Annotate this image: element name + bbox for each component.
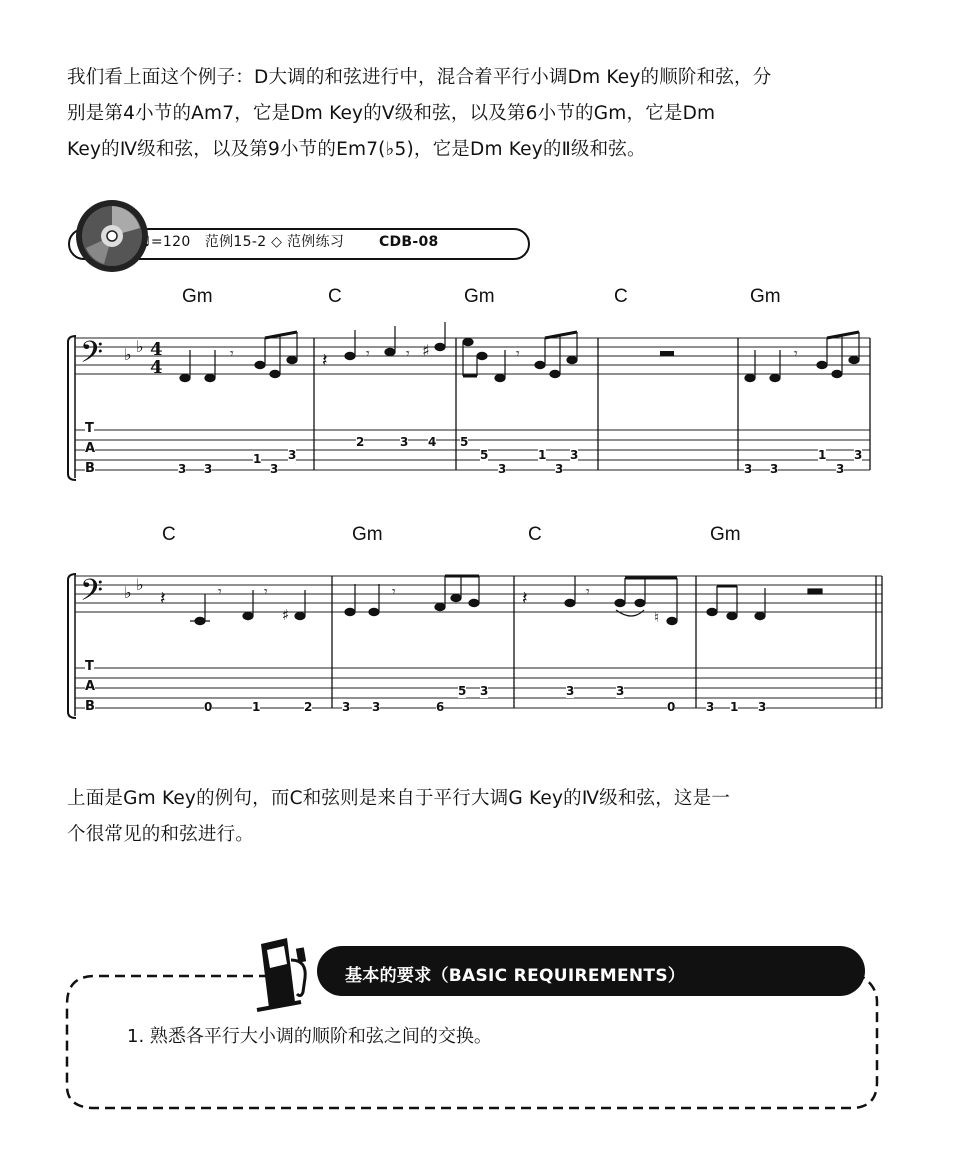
svg-text:♭: ♭ (136, 575, 144, 594)
chord-label: Gm (352, 524, 383, 545)
chord-label: C (614, 286, 628, 307)
svg-text:𝄾: 𝄾 (230, 346, 234, 362)
svg-text:𝄾: 𝄾 (392, 584, 396, 600)
svg-text:♭: ♭ (124, 345, 132, 364)
svg-text:𝄾: 𝄾 (586, 584, 590, 600)
tab-number: 3 (836, 462, 845, 476)
tab-number: 0 (667, 700, 676, 714)
svg-text:𝄢: 𝄢 (80, 336, 104, 377)
outro-line-1: 上面是Gm Key的例句，而C和弦则是来自于平行大调G Key的Ⅳ级和弦，这是一 (67, 788, 731, 809)
svg-text:𝄾: 𝄾 (406, 346, 410, 362)
svg-text:4: 4 (150, 357, 163, 378)
svg-text:♯: ♯ (422, 341, 430, 360)
tab-label-a: A (85, 441, 96, 456)
example-title: 范例15-2 ◇ 范例练习 (204, 234, 345, 250)
tab-label-t: T (85, 421, 94, 436)
svg-text:𝄽: 𝄽 (522, 588, 528, 609)
fuel-pump-icon (251, 930, 317, 1014)
tab-number: 3 (178, 462, 187, 476)
chord-label: Gm (710, 524, 741, 545)
svg-text:𝄾: 𝄾 (264, 584, 268, 600)
tab-label-a: A (85, 679, 96, 694)
chord-label: Gm (750, 286, 781, 307)
tab-number: 1 (730, 700, 739, 714)
tab-number: 6 (436, 700, 445, 714)
tab-number: 1 (252, 700, 261, 714)
tab-number: 3 (270, 462, 279, 476)
tab-number: 1 (538, 448, 547, 462)
svg-text:𝄾: 𝄾 (516, 346, 520, 362)
tab-number: 3 (288, 448, 297, 462)
outro-line-2: 个很常见的和弦进行。 (67, 824, 255, 845)
outro-paragraph (67, 781, 897, 853)
tab-number: 2 (304, 700, 313, 714)
tab-label-t: T (85, 659, 94, 674)
score-system-2 (60, 518, 930, 728)
intro-line-3: Key的Ⅳ级和弦，以及第9小节的Em7(♭5)，它是Dm Key的Ⅱ级和弦。 (67, 139, 646, 160)
intro-paragraph (67, 60, 897, 168)
tab-number: 5 (460, 435, 469, 449)
cd-track-code: CDB-08 (378, 234, 439, 250)
chord-label: C (162, 524, 176, 545)
tab-number: 3 (616, 684, 625, 698)
system-2-notation (60, 518, 930, 728)
intro-line-1: 我们看上面这个例子：D大调的和弦进行中，混合着平行小调Dm Key的顺阶和弦，分 (67, 67, 772, 88)
svg-text:♯: ♯ (282, 606, 290, 624)
banner-text (144, 231, 439, 253)
svg-text:𝄾: 𝄾 (366, 346, 370, 362)
tab-number: 3 (204, 462, 213, 476)
cd-disc-icon (74, 198, 150, 274)
chord-label: Gm (464, 286, 495, 307)
svg-text:𝄽: 𝄽 (160, 588, 166, 609)
tab-number: 1 (253, 452, 262, 466)
tempo-label: ♩=120 (144, 234, 191, 250)
svg-text:4: 4 (150, 339, 163, 360)
tab-number: 3 (744, 462, 753, 476)
tab-number: 3 (854, 448, 863, 462)
svg-text:𝄢: 𝄢 (80, 574, 104, 615)
svg-text:𝄾: 𝄾 (794, 346, 798, 362)
tab-number: 4 (428, 435, 437, 449)
tab-number: 3 (372, 700, 381, 714)
chord-label: Gm (182, 286, 213, 307)
tab-number: 3 (480, 684, 489, 698)
svg-text:♭: ♭ (136, 337, 144, 356)
requirements-title: 基本的要求（BASIC REQUIREMENTS） (345, 966, 686, 986)
tab-number: 5 (458, 684, 467, 698)
requirement-item: 1. 熟悉各平行大小调的顺阶和弦之间的交换。 (127, 1026, 492, 1047)
intro-line-2: 别是第4小节的Am7，它是Dm Key的Ⅴ级和弦，以及第6小节的Gm，它是Dm (67, 103, 716, 124)
tab-number: 3 (770, 462, 779, 476)
tab-number: 5 (480, 448, 489, 462)
tab-number: 3 (566, 684, 575, 698)
svg-text:♭: ♭ (124, 583, 132, 602)
chord-label: C (528, 524, 542, 545)
svg-text:𝄽: 𝄽 (322, 350, 328, 371)
tab-number: 3 (342, 700, 351, 714)
tab-label-b: B (85, 699, 95, 714)
tab-number: 3 (498, 462, 507, 476)
tab-number: 3 (400, 435, 409, 449)
chord-label: C (328, 286, 342, 307)
tab-number: 1 (818, 448, 827, 462)
tab-number: 3 (555, 462, 564, 476)
svg-text:𝄾: 𝄾 (218, 584, 222, 600)
tab-label-b: B (85, 461, 95, 476)
system-1-notation (60, 280, 930, 490)
tab-number: 3 (706, 700, 715, 714)
tab-number: 2 (356, 435, 365, 449)
requirements-box (55, 930, 895, 1120)
tab-number: 3 (570, 448, 579, 462)
example-banner (60, 198, 540, 274)
svg-text:♮: ♮ (654, 610, 660, 626)
tab-number: 0 (204, 700, 213, 714)
tab-number: 3 (758, 700, 767, 714)
score-system-1 (60, 280, 930, 490)
